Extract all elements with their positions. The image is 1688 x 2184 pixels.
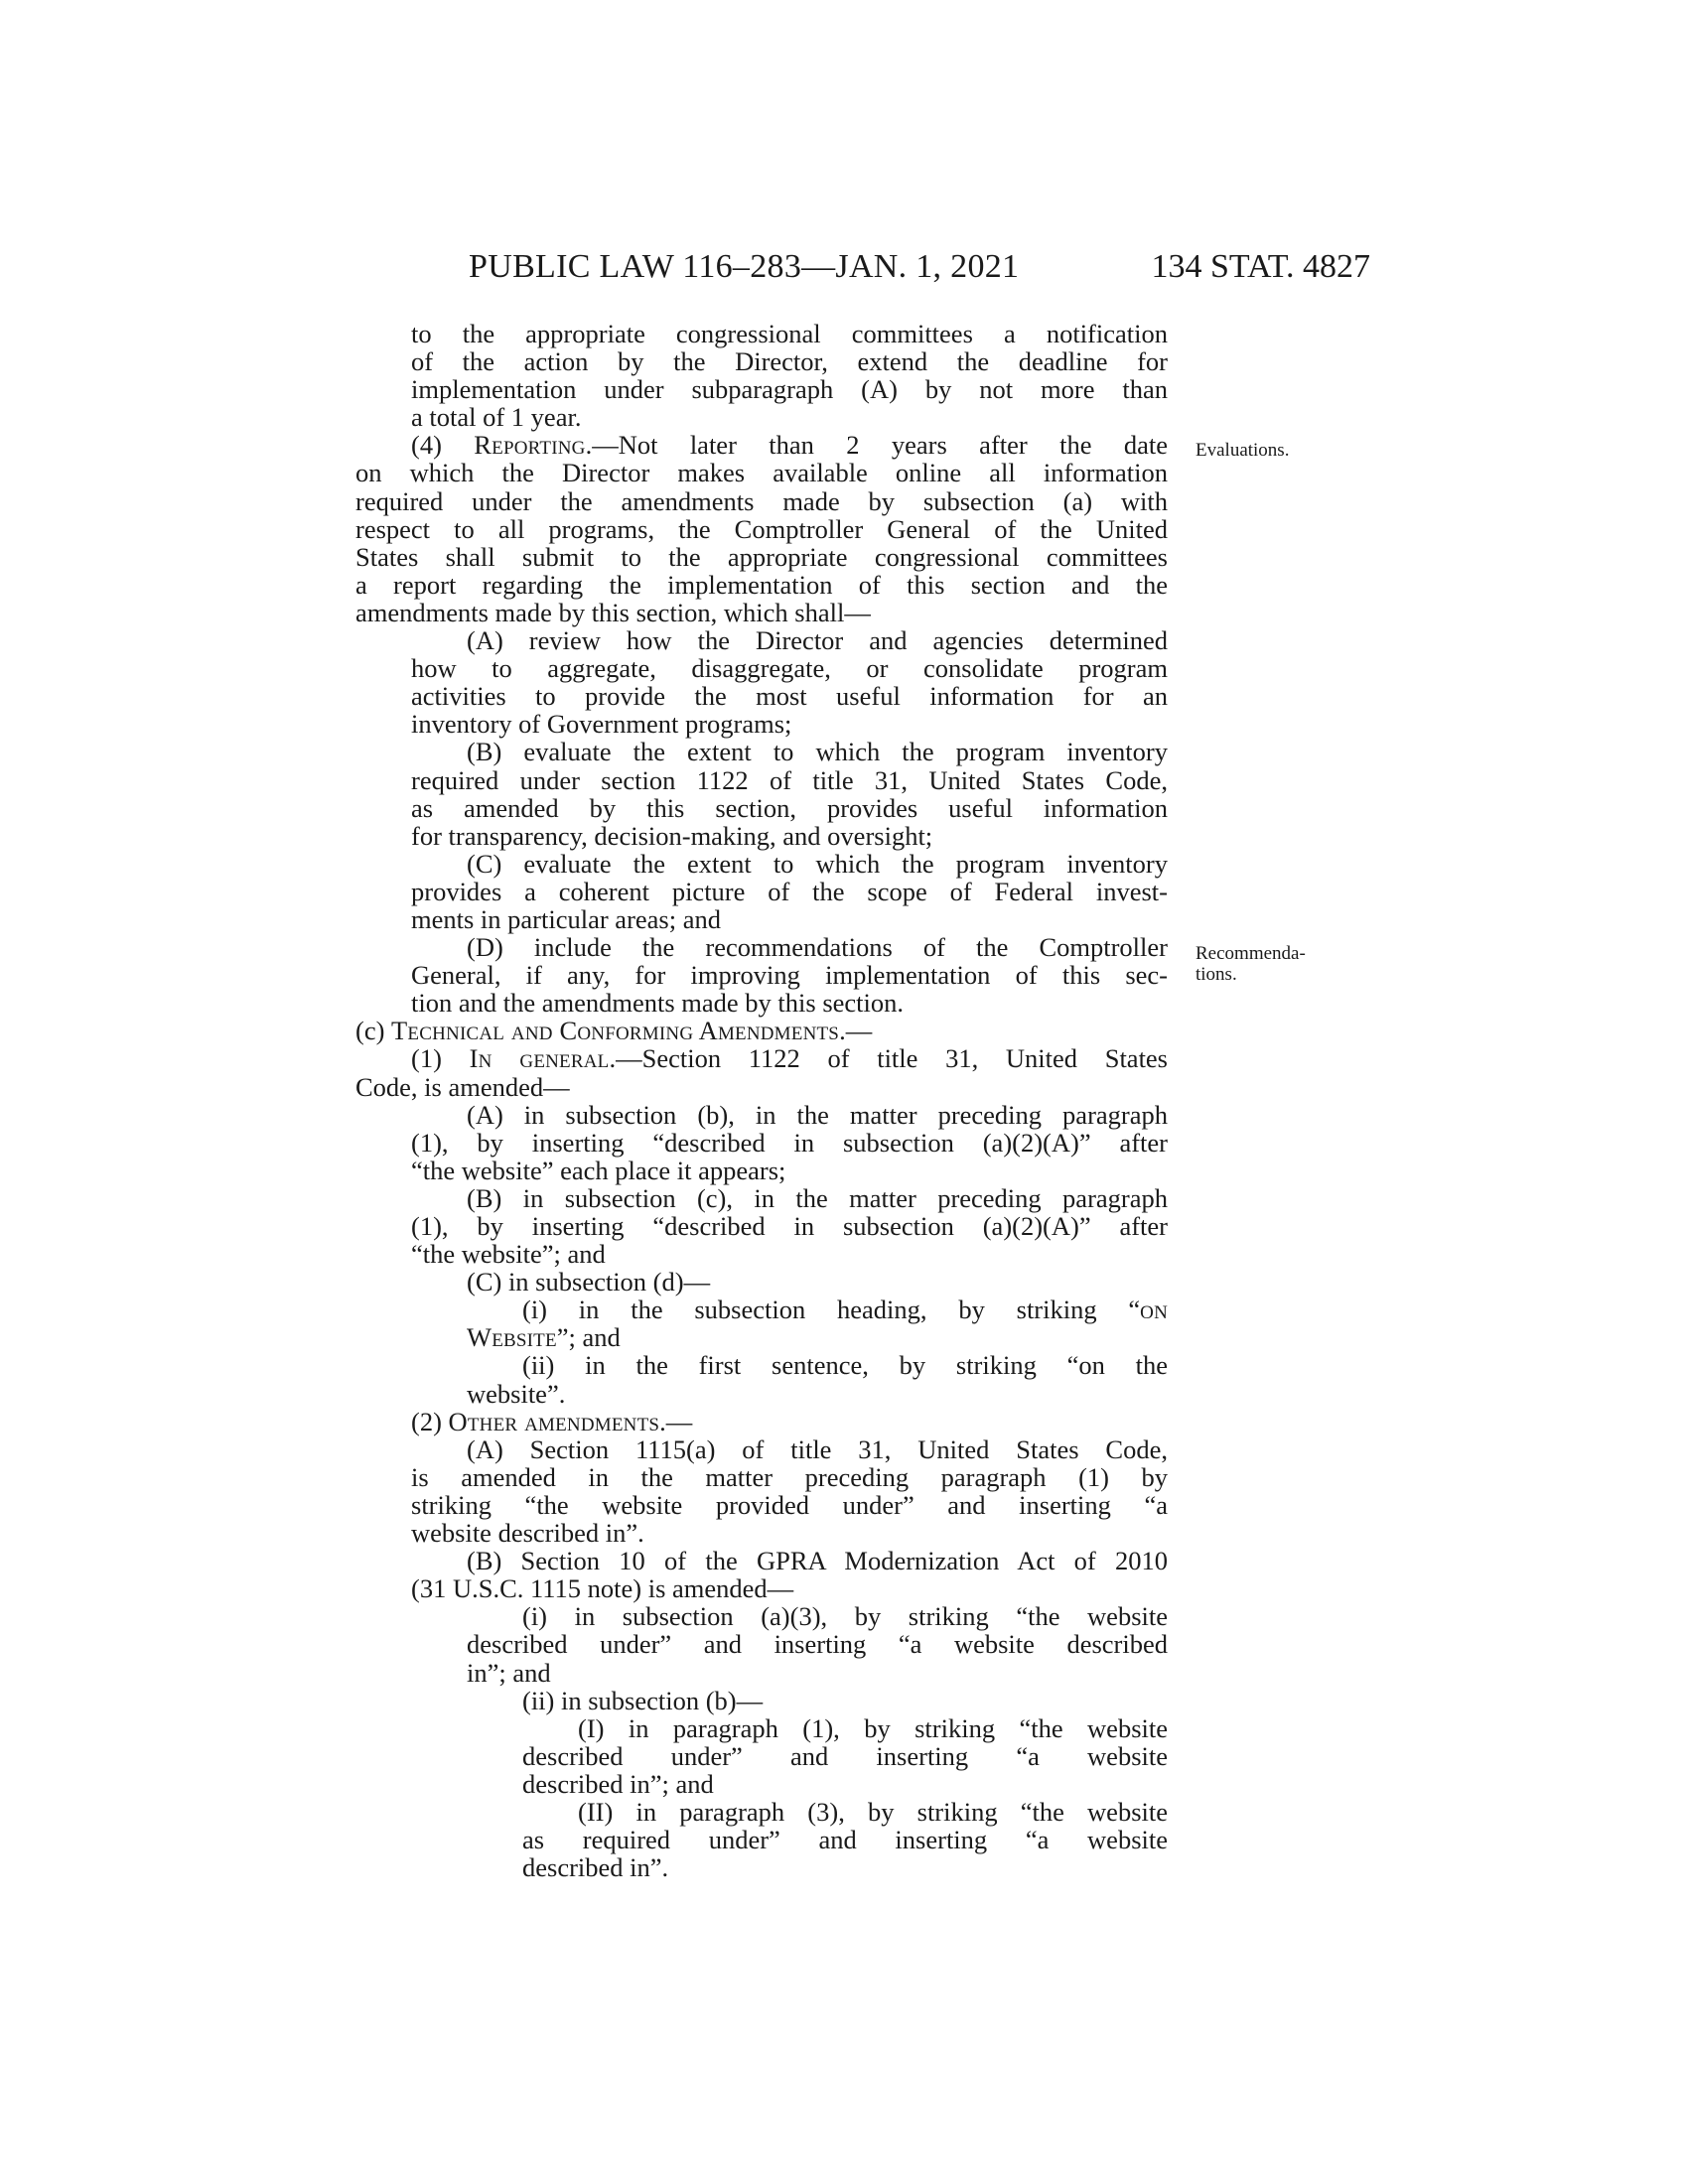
text-line: as required under” and inserting “a website — [522, 1825, 1168, 1855]
clause-text: ”; and — [556, 1322, 621, 1353]
paragraph-dash: .— — [659, 1406, 693, 1436]
text-line: website”. — [467, 1378, 566, 1409]
text-line: (C) in subsection (d)— — [467, 1267, 711, 1297]
clause-text: (i) in the subsection heading, by striking “ — [522, 1295, 1141, 1325]
text-line: described in”; and — [522, 1768, 714, 1799]
text-line: tion and the amendments made by this section. — [411, 988, 905, 1019]
text-line: striking “the website provided under” and inserting “a — [411, 1489, 1168, 1520]
subsection-heading: Technical and Conforming Amendments — [391, 1016, 840, 1046]
paragraph-heading: In general — [469, 1043, 610, 1074]
page-header — [0, 248, 1688, 288]
text-line: Code, is amended— — [355, 1071, 570, 1102]
text-line: (B) in subsection (c), in the matter preceding paragraph — [467, 1182, 1168, 1213]
paragraph-number: (4) — [411, 430, 475, 461]
subsection-number: (c) — [355, 1016, 392, 1046]
text-line: (ii) in subsection (b)— — [522, 1685, 764, 1715]
text-line: (A) Section 1115(a) of title 31, United States Code, — [467, 1433, 1168, 1464]
text-line: (B) evaluate the extent to which the program inventory — [467, 737, 1168, 767]
text-line: is amended in the matter preceding paragraph (1) by — [411, 1461, 1168, 1492]
text-line: “the website”; and — [411, 1239, 606, 1270]
clause-i-continuation-line — [355, 1323, 1168, 1351]
statute-body — [355, 320, 1168, 1881]
text-line: inventory of Government programs; — [411, 709, 792, 740]
clause-struck-text: on — [1140, 1295, 1168, 1325]
text-line: (31 U.S.C. 1115 note) is amended— — [411, 1573, 794, 1604]
text-line: (D) include the recommendations of the Comptroller — [467, 932, 1168, 963]
paragraph-2-heading-line — [355, 1408, 1168, 1435]
text-line: amendments made by this section, which shall— — [355, 597, 871, 627]
text-line: General, if any, for improving implementation of this sec- — [411, 960, 1168, 991]
running-head-title: PUBLIC LAW 116–283—JAN. 1, 2021 — [469, 248, 1020, 285]
paragraph-text: .—Not later than 2 years after the date — [585, 430, 1168, 461]
margin-note-evaluations: Evaluations. — [1196, 440, 1290, 461]
text-line: provides a coherent picture of the scope of Federal invest- — [411, 876, 1168, 906]
text-line: (II) in paragraph (3), by striking “the website — [578, 1796, 1168, 1827]
page-number: 134 STAT. 4827 — [1151, 248, 1370, 285]
paragraph-heading: Reporting — [474, 430, 586, 461]
text-line: to the appropriate congressional committees a notification — [411, 319, 1168, 348]
clause-i-heading-line — [355, 1296, 1168, 1323]
text-line: how to aggregate, disaggregate, or consolidate program — [411, 653, 1168, 684]
text-line: respect to all programs, the Comptroller General of the United — [355, 513, 1168, 544]
text-line: (A) review how the Director and agencies determined — [467, 625, 1168, 656]
text-line: of the action by the Director, extend the deadline for — [411, 346, 1168, 377]
text-line: (C) evaluate the extent to which the program inventory — [467, 848, 1168, 879]
text-line: (1), by inserting “described in subsection (a)(2)(A)” after — [411, 1211, 1168, 1241]
text-line: described under” and inserting “a website described — [467, 1629, 1168, 1660]
text-line: (I) in paragraph (1), by striking “the website — [578, 1712, 1168, 1743]
paragraph-number: (2) — [411, 1406, 449, 1436]
paragraph-text: .—Section 1122 of title 31, United States — [609, 1043, 1168, 1074]
text-line: a total of 1 year. — [411, 402, 582, 433]
text-line: (ii) in the first sentence, by striking “on the — [522, 1350, 1168, 1381]
text-line: (A) in subsection (b), in the matter preceding paragraph — [467, 1099, 1168, 1130]
paragraph-4-heading-line — [355, 431, 1168, 459]
clause-struck-text: Website — [467, 1322, 557, 1353]
paragraph-1-heading-line — [355, 1044, 1168, 1072]
text-line: States shall submit to the appropriate congressional committees — [355, 541, 1168, 572]
text-line: on which the Director makes available online all information — [355, 458, 1168, 488]
text-line: required under the amendments made by subsection (a) with — [355, 485, 1168, 516]
subsection-dash: .— — [839, 1016, 873, 1046]
text-line: “the website” each place it appears; — [411, 1155, 786, 1185]
text-line: required under section 1122 of title 31, United States Code, — [411, 764, 1168, 795]
text-line: for transparency, decision-making, and oversight; — [411, 820, 933, 851]
text-line: activities to provide the most useful information for an — [411, 681, 1168, 712]
text-line: described under” and inserting “a website — [522, 1740, 1168, 1771]
subsection-c-heading-line — [355, 1017, 1168, 1044]
text-line: ments in particular areas; and — [411, 903, 721, 934]
text-line: (1), by inserting “described in subsection (a)(2)(A)” after — [411, 1127, 1168, 1158]
margin-note-recommendations-line1: Recommenda- — [1196, 943, 1306, 964]
text-line: (B) Section 10 of the GPRA Modernization Act of 2010 — [467, 1546, 1168, 1576]
text-line: implementation under subparagraph (A) by not more than — [411, 374, 1168, 405]
text-line: (i) in subsection (a)(3), by striking “the website — [522, 1601, 1168, 1632]
margin-note-recommendations-line2: tions. — [1196, 964, 1237, 985]
text-line: a report regarding the implementation of this section and the — [355, 569, 1168, 600]
text-line: website described in”. — [411, 1518, 644, 1549]
paragraph-number: (1) — [411, 1043, 470, 1074]
paragraph-heading: Other amendments — [448, 1406, 660, 1436]
text-line: described in”. — [522, 1852, 669, 1883]
text-line: in”; and — [467, 1657, 551, 1688]
text-line: as amended by this section, provides useful information — [411, 792, 1168, 823]
